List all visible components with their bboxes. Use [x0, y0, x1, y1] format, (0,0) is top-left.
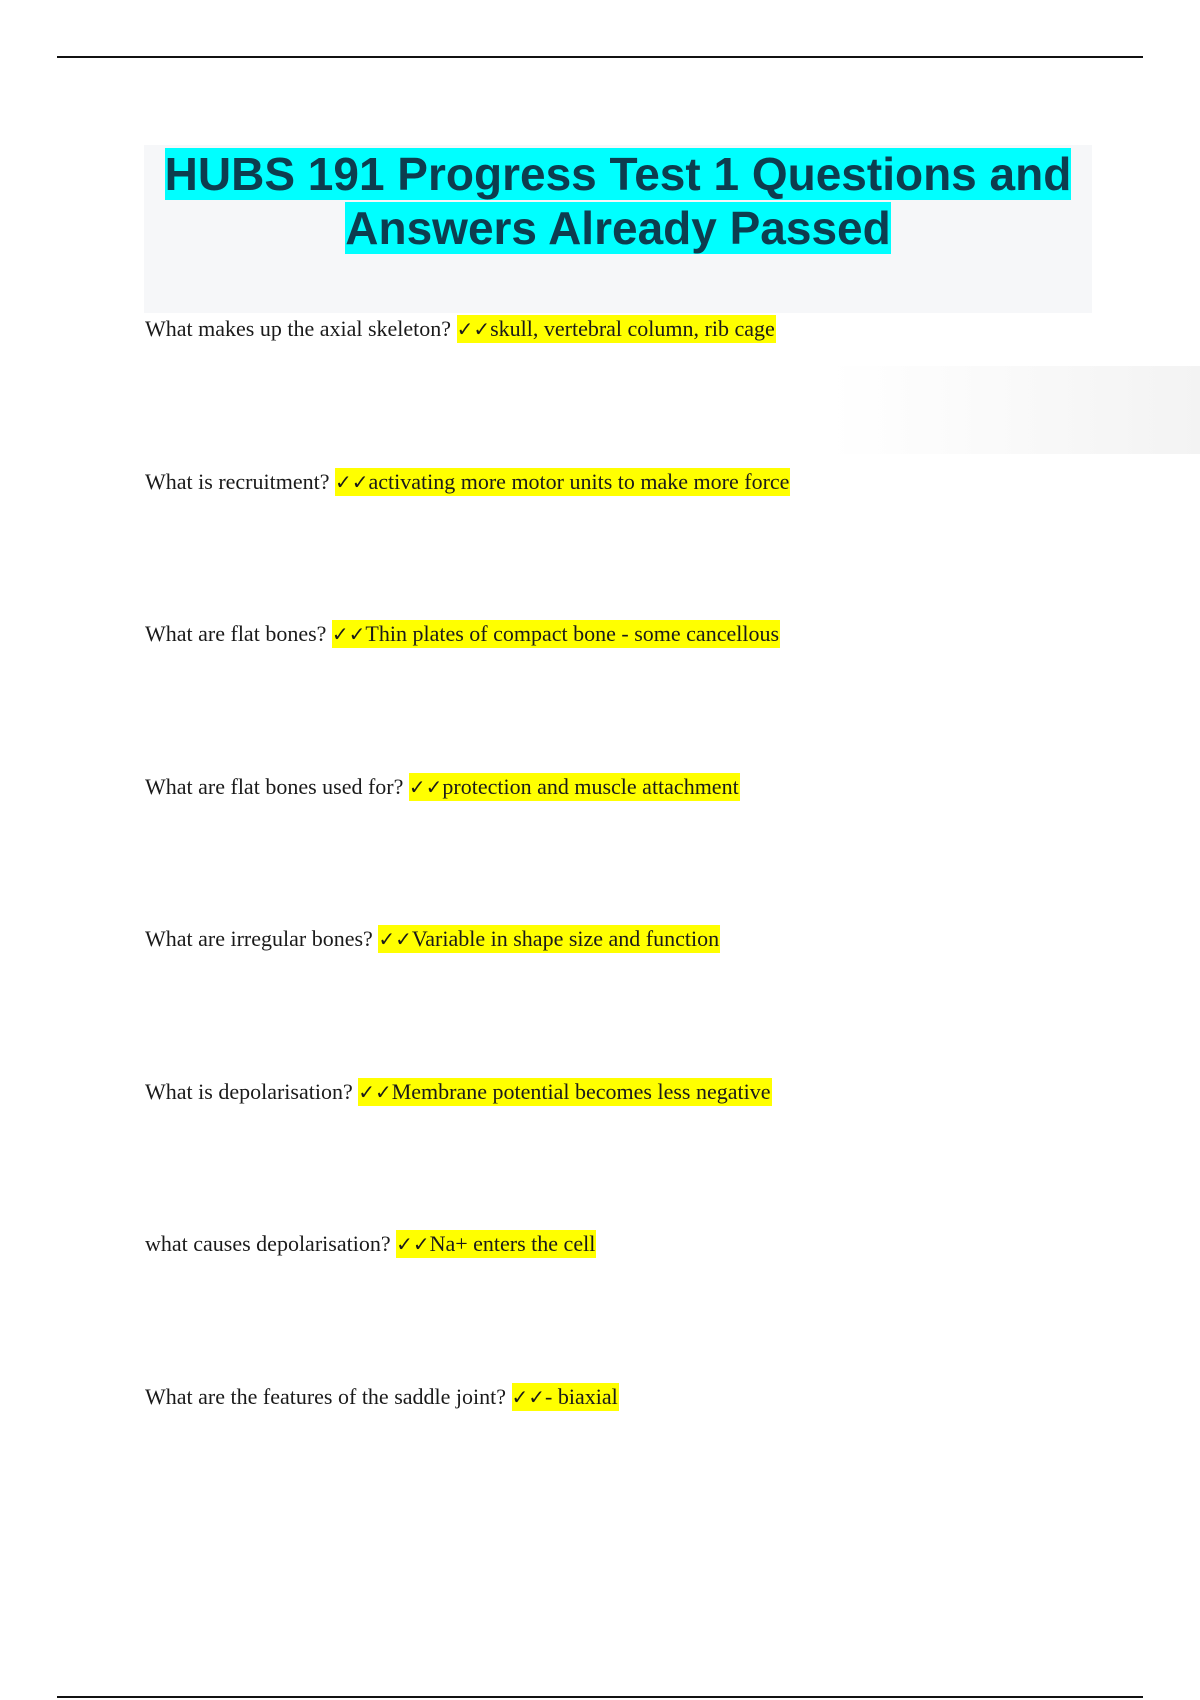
- qa-item: [145, 1382, 619, 1412]
- question-text: What are flat bones?: [145, 621, 327, 646]
- answer-text: Na+ enters the cell: [429, 1231, 596, 1256]
- answer-highlight: [332, 620, 780, 648]
- check-icon: ✓✓: [358, 1080, 392, 1104]
- check-icon: ✓✓: [396, 1232, 430, 1256]
- answer-text: Membrane potential becomes less negative: [391, 1079, 771, 1104]
- scan-shade: [830, 366, 1200, 454]
- answer-text: skull, vertebral column, rib cage: [490, 316, 775, 341]
- answer-highlight: [335, 468, 790, 496]
- answer-highlight: [457, 315, 776, 343]
- top-rule: [57, 56, 1143, 58]
- question-text: What are flat bones used for?: [145, 774, 404, 799]
- qa-item: [145, 1229, 596, 1259]
- qa-item: [145, 314, 776, 344]
- check-icon: ✓✓: [334, 470, 369, 494]
- answer-text: activating more motor units to make more force: [368, 469, 790, 494]
- answer-highlight: [396, 1230, 596, 1258]
- document-title-text: HUBS 191 Progress Test 1 Questions and Answers Already Passed: [164, 148, 1072, 254]
- check-icon: ✓✓: [511, 1385, 546, 1409]
- qa-item: [145, 619, 780, 649]
- question-text: What is recruitment?: [145, 469, 330, 494]
- qa-item: [145, 1077, 772, 1107]
- answer-highlight: [378, 925, 720, 953]
- question-text: What are irregular bones?: [145, 926, 373, 951]
- bottom-rule: [57, 1696, 1143, 1698]
- answer-text: Thin plates of compact bone - some cancellous: [365, 621, 780, 646]
- check-icon: ✓✓: [378, 927, 412, 951]
- qa-item: [145, 924, 720, 954]
- check-icon: ✓✓: [331, 622, 366, 646]
- question-text: what causes depolarisation?: [145, 1231, 391, 1256]
- answer-highlight: [358, 1078, 771, 1106]
- question-text: What are the features of the saddle joint?: [145, 1384, 507, 1409]
- title-box: [144, 145, 1092, 313]
- qa-item: [145, 467, 790, 497]
- answer-highlight: [512, 1383, 619, 1411]
- answer-highlight: [409, 773, 740, 801]
- answer-text: protection and muscle attachment: [442, 774, 739, 799]
- check-icon: ✓✓: [456, 317, 491, 341]
- answer-text: - biaxial: [545, 1384, 618, 1409]
- question-text: What makes up the axial skeleton?: [145, 316, 452, 341]
- document-title: [144, 145, 1092, 255]
- check-icon: ✓✓: [408, 775, 443, 799]
- qa-item: [145, 772, 740, 802]
- question-text: What is depolarisation?: [145, 1079, 353, 1104]
- answer-text: Variable in shape size and function: [411, 926, 720, 951]
